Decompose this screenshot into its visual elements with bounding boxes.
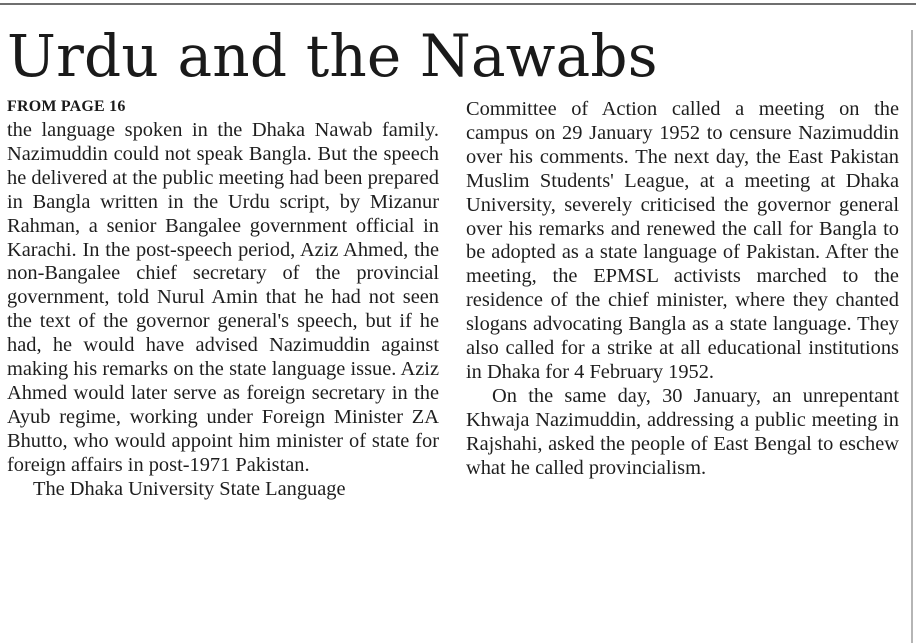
- right-column-paragraph: On the same day, 30 January, an unrepentant Khwaja Nazimuddin, addressing a public meeting in Rajshahi, asked the people of East Bengal to eschew what he called provincialism.: [466, 384, 899, 479]
- continuation-kicker: FROM PAGE 16: [7, 98, 126, 115]
- right-column: [466, 98, 899, 481]
- left-column-paragraph: the language spoken in the Dhaka Nawab family. Nazimuddin could not speak Bangla. But the speech he delivered at the public meeting had been prepared in Bangla written in the Urdu script, by Mizanur Rahman, a senior Bangalee government official in Karachi. In the post-speech period, Aziz Ahmed, the non-Bangalee chief secretary of the provincial government, told Nurul Amin that he had not seen the text of the governor general's speech, but if he had, he would have advised Nazimuddin against making his remarks on the state language issue. Aziz Ahmed would later serve as foreign secretary in the Ayub regime, working under Foreign Minister ZA Bhutto, who would appoint him minister of state for foreign affairs in post-1971 Pakistan.: [7, 119, 439, 476]
- left-column-paragraph: The Dhaka University State Language: [33, 477, 346, 500]
- right-column-paragraph: Committee of Action called a meeting on the campus on 29 January 1952 to censure Nazimuddin over his comments. The next day, the East Pakistan Muslim Students' League, at a meeting at Dhaka University, severely criticised the governor general over his remarks and renewed the call for Bangla to be adopted as a state language of Pakistan. After the meeting, the EPMSL activists marched to the residence of the chief minister, where they chanted slogans advocating Bangla as a state language. They also called for a strike at all educational institutions in Dhaka for 4 February 1952.: [466, 98, 899, 383]
- left-column: [7, 119, 439, 502]
- headline: Urdu and the Nawabs: [7, 22, 658, 90]
- top-rule: [0, 3, 916, 5]
- column-rule: [911, 30, 913, 643]
